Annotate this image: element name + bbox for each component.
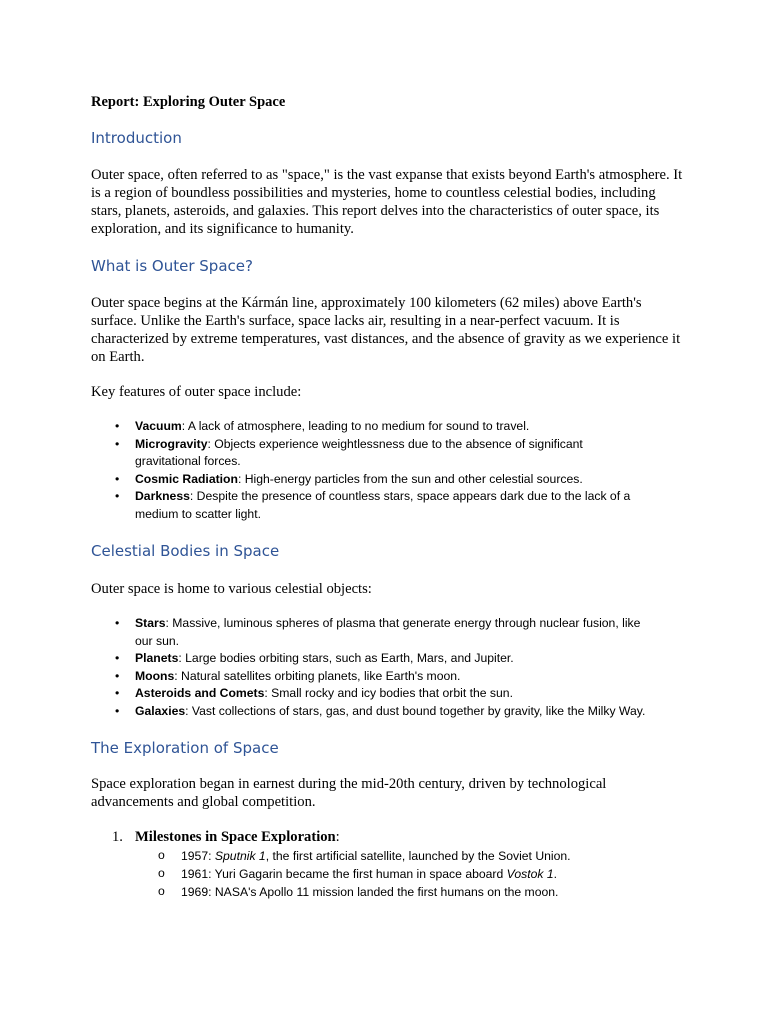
bullet-icon: • — [115, 651, 120, 665]
milestone-italic: Sputnik 1 — [214, 849, 266, 863]
milestones-colon: : — [335, 829, 340, 845]
bodies-intro: Outer space is home to various celestial objects: — [91, 581, 372, 597]
feature-desc: : High-energy particles from the sun and other celestial sources. — [237, 471, 583, 486]
bullet-icon: • — [115, 419, 120, 433]
body-term: Planets — [135, 651, 179, 665]
list-number: 1. — [112, 829, 123, 845]
body-desc: : Small rocky and icy bodies that orbit the sun. — [264, 686, 513, 700]
bullet-icon: • — [115, 703, 120, 718]
sub-bullet-icon: o — [158, 848, 165, 862]
bullet-icon: • — [115, 686, 120, 700]
list-item — [91, 703, 651, 721]
feature-desc: : Despite the presence of countless stars, space appears dark due to the lack of a medium to scatter light. — [135, 489, 631, 521]
heading-introduction: Introduction — [91, 129, 182, 147]
feature-desc: : Objects experience weightlessness due to the absence of significant gravitational forces. — [135, 436, 583, 468]
key-features-intro: Key features of outer space include: — [91, 384, 302, 400]
bullet-icon: • — [115, 616, 120, 630]
list-item — [91, 488, 651, 523]
milestone-text: 1957: — [181, 849, 215, 863]
heading-celestial-bodies: Celestial Bodies in Space — [91, 542, 280, 560]
body-desc: : Massive, luminous spheres of plasma that generate energy through nuclear fusion, like our sun. — [135, 616, 641, 648]
list-item — [91, 865, 651, 883]
milestones-title — [135, 828, 340, 846]
body-term: Asteroids and Comets — [135, 686, 265, 700]
feature-term: Microgravity — [135, 436, 208, 451]
report-title: Report: Exploring Outer Space — [91, 94, 286, 110]
list-item — [91, 847, 651, 865]
list-item — [91, 471, 651, 489]
bullet-icon: • — [115, 668, 120, 683]
feature-term: Vacuum — [135, 419, 182, 433]
feature-desc: : A lack of atmosphere, leading to no medium for sound to travel. — [181, 419, 530, 433]
milestone-text: 1961: Yuri Gagarin became the first human in space aboard — [181, 867, 507, 881]
body-term: Stars — [135, 616, 166, 630]
body-term: Galaxies — [135, 703, 186, 718]
exploration-paragraph: Space exploration began in earnest during the mid-20th century, driven by technological advancements and global competition. — [91, 776, 607, 810]
features-list — [91, 418, 651, 523]
heading-exploration: The Exploration of Space — [91, 739, 279, 757]
what-paragraph: Outer space begins at the Kármán line, approximately 100 kilometers (62 miles) above Earth's surface. Unlike the Earth's surface, space lacks air, resulting in a near-perfect vacuum. It is characterized by extreme temperatures, vast distances, and the absence of gravity as we experience it on Earth. — [91, 295, 681, 365]
intro-paragraph: Outer space, often referred to as "space," is the vast expanse that exists beyond Earth's atmosphere. It is a region of boundless possibilities and mysteries, home to countless celestial bodies, including stars, planets, asteroids, and galaxies. This report delves into the characteristics of outer space, its exploration, and its significance to humanity. — [91, 167, 683, 237]
list-item — [91, 650, 651, 668]
body-term: Moons — [135, 668, 175, 683]
milestone-italic: Vostok 1 — [506, 867, 554, 881]
milestone-text-end: , the first artificial satellite, launched by the Soviet Union. — [265, 849, 571, 863]
bodies-list — [91, 615, 651, 720]
feature-term: Cosmic Radiation — [135, 471, 238, 486]
list-item — [91, 883, 651, 901]
milestone-text-end: . — [553, 867, 558, 881]
list-item — [91, 615, 651, 650]
bullet-icon: • — [115, 489, 120, 503]
heading-what-is-outer-space: What is Outer Space? — [91, 257, 253, 275]
bullet-icon: • — [115, 471, 120, 486]
list-item — [91, 418, 651, 436]
bullet-icon: • — [115, 436, 120, 451]
milestone-text: 1969: NASA's Apollo 11 mission landed the first humans on the moon. — [181, 885, 559, 899]
sub-bullet-icon: o — [158, 884, 165, 898]
milestones-sublist — [91, 847, 651, 901]
body-desc: : Large bodies orbiting stars, such as Earth, Mars, and Jupiter. — [178, 651, 514, 665]
body-desc: : Natural satellites orbiting planets, like Earth's moon. — [174, 668, 461, 683]
list-item — [91, 685, 651, 703]
sub-bullet-icon: o — [158, 866, 165, 880]
feature-term: Darkness — [135, 489, 190, 503]
body-desc: : Vast collections of stars, gas, and dust bound together by gravity, like the Milky Way. — [185, 703, 646, 718]
milestones-title-text: Milestones in Space Exploration — [135, 829, 336, 845]
list-item — [91, 668, 651, 686]
list-item — [91, 436, 651, 471]
